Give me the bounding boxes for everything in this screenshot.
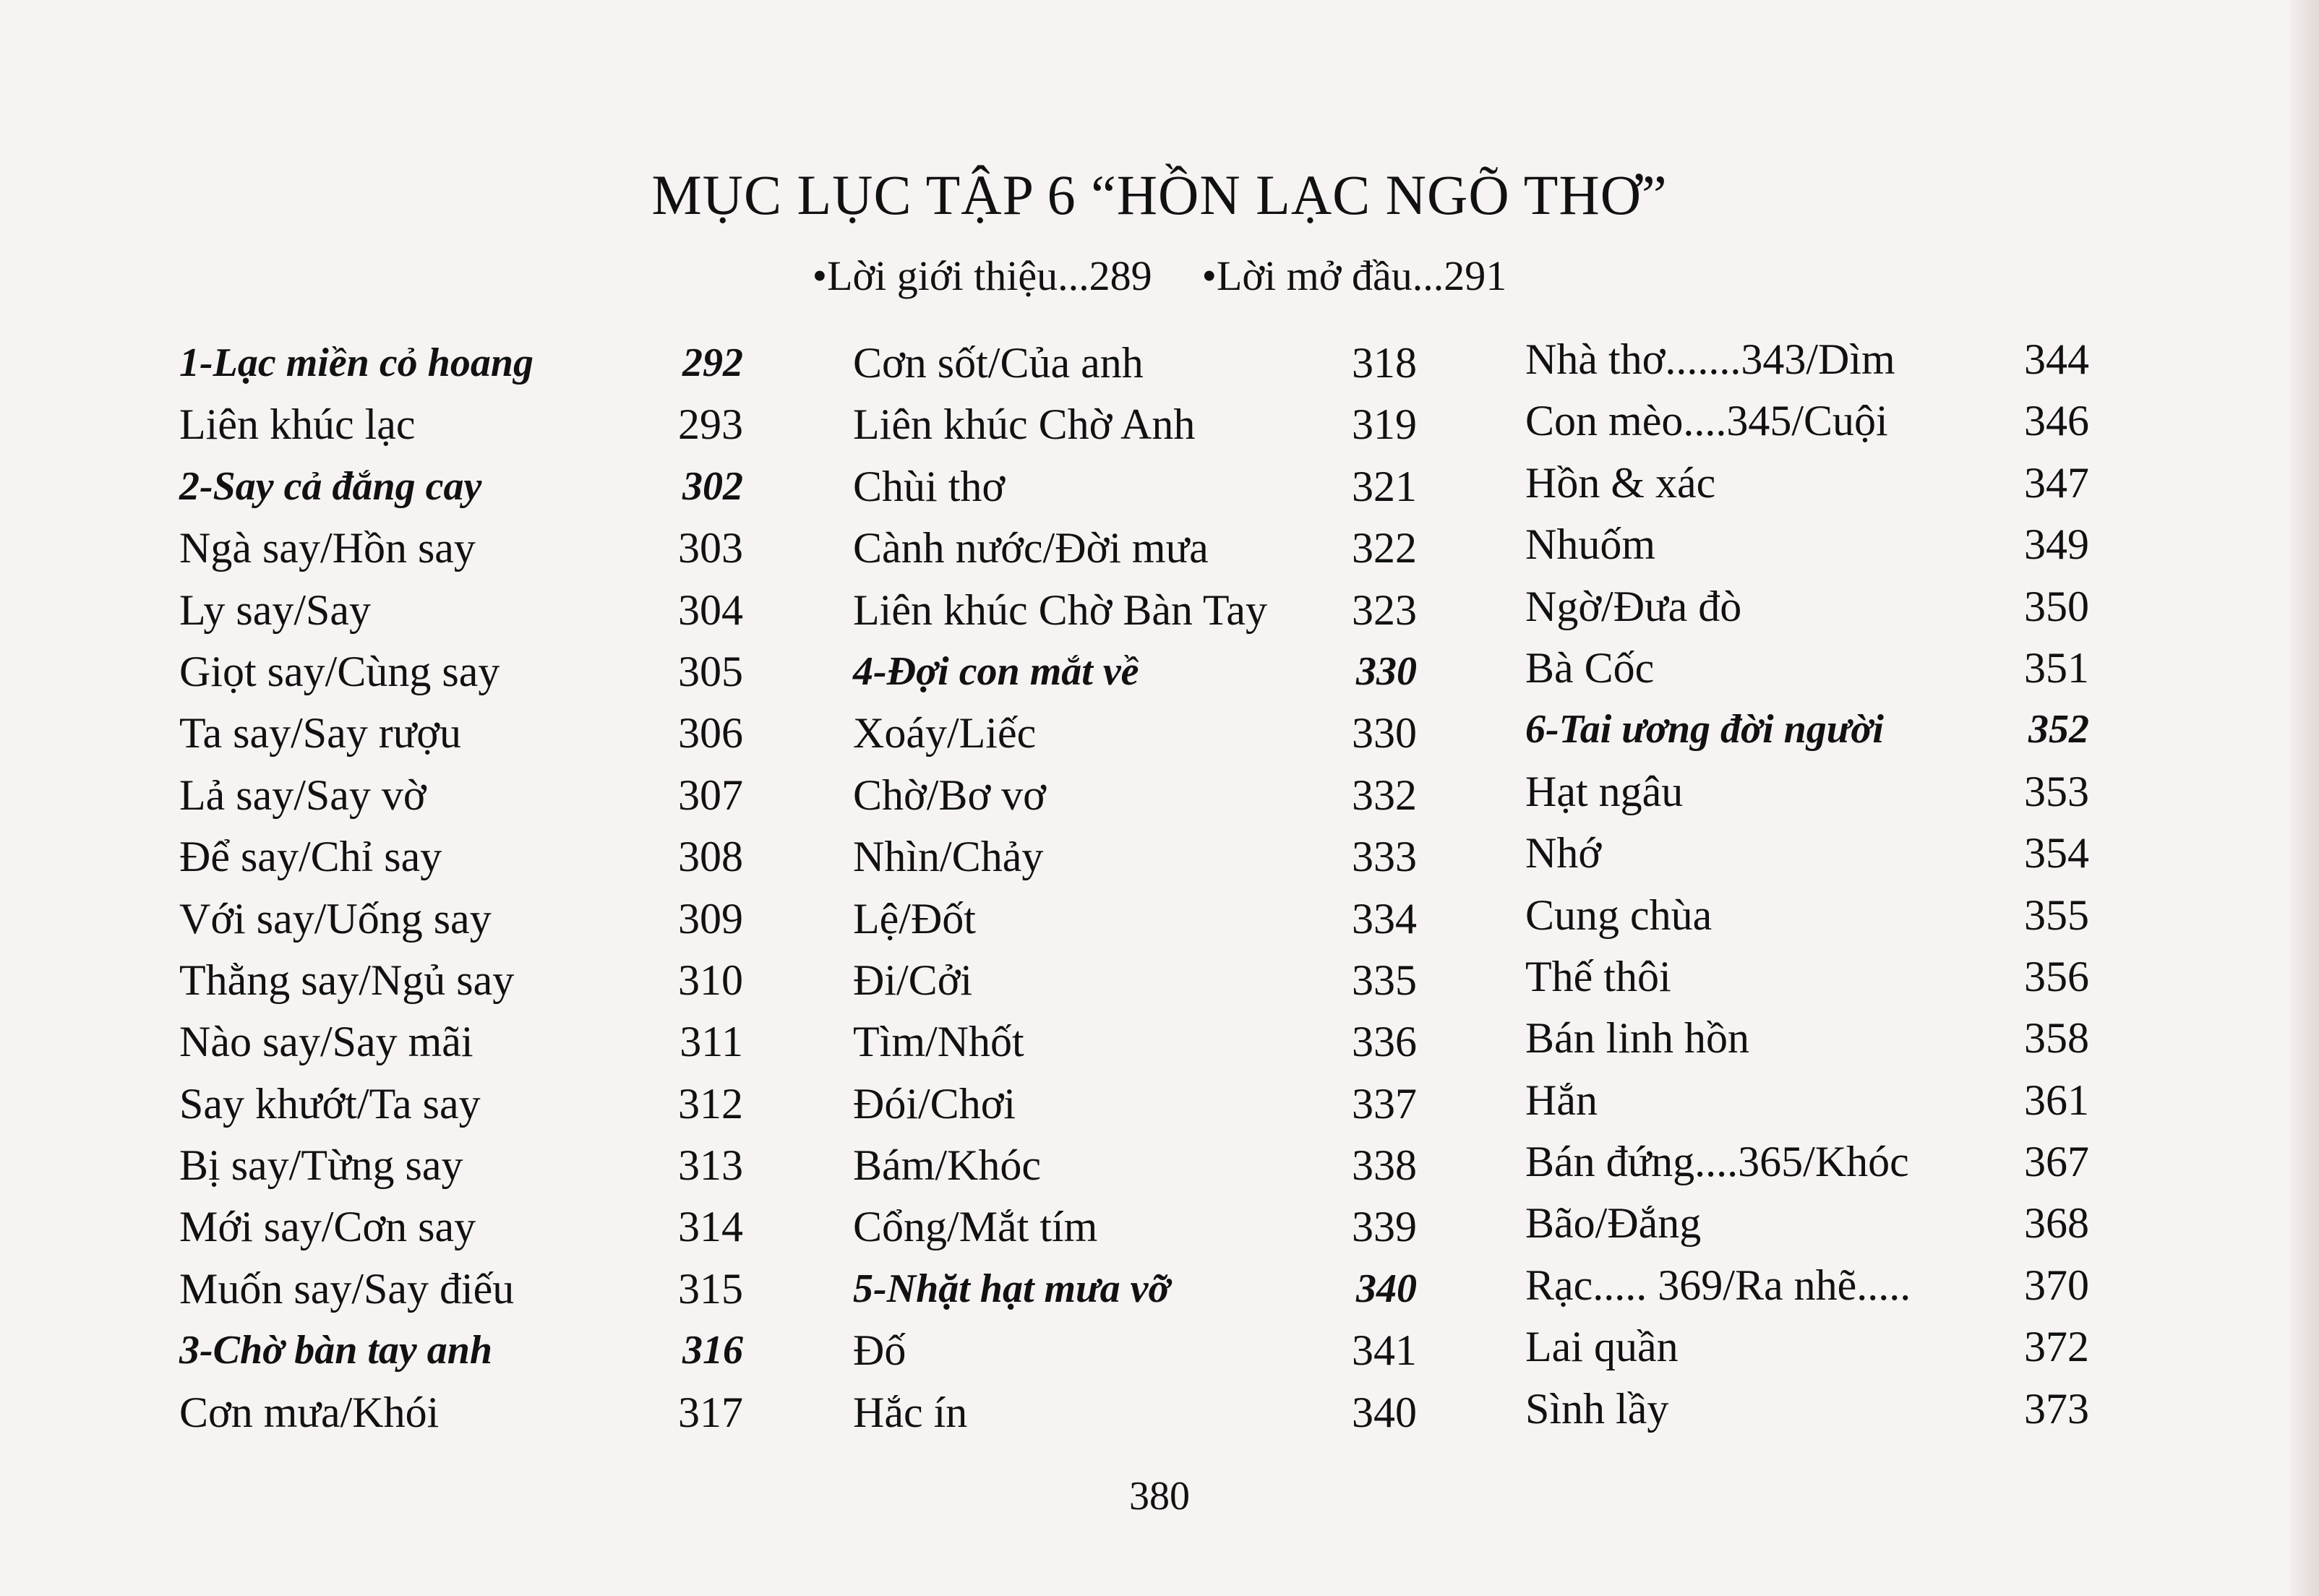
toc-entry-title: Đố xyxy=(853,1326,906,1375)
toc-entry-title: Sình lầy xyxy=(1525,1384,1669,1433)
toc-entry-title: 5-Nhặt hạt mưa vỡ xyxy=(853,1266,1170,1311)
toc-entry xyxy=(179,1258,743,1320)
toc-entry-title: Để say/Chỉ say xyxy=(179,833,442,881)
toc-entry-title: Với say/Uống say xyxy=(179,894,492,943)
toc-entry-title: Bán đứng....365/Khóc xyxy=(1525,1138,1909,1186)
toc-entry xyxy=(179,580,743,641)
toc-entry xyxy=(1525,390,2089,452)
toc-entry-title: Giọt say/Cùng say xyxy=(179,647,500,695)
toc-entry-title: Hạt ngâu xyxy=(1525,767,1684,815)
toc-entry xyxy=(1525,1378,2089,1440)
toc-section-heading xyxy=(179,456,743,518)
toc-entry xyxy=(1525,761,2089,823)
toc-entry-page: 339 xyxy=(1352,1203,1417,1251)
toc-section-heading xyxy=(853,1258,1417,1320)
toc-entry-title: Nào say/Say mãi xyxy=(179,1018,473,1066)
toc-entry-page: 356 xyxy=(2024,952,2089,1000)
toc-entry xyxy=(179,1135,743,1196)
toc-entry-page: 293 xyxy=(678,400,743,449)
toc-entry-title: Bị say/Từng say xyxy=(179,1141,463,1190)
toc-entry-title: 6-Tai ương đời người xyxy=(1525,707,1884,752)
toc-section-heading xyxy=(853,641,1417,703)
toc-entry xyxy=(1525,1070,2089,1131)
toc-entry-page: 321 xyxy=(1352,462,1417,510)
toc-entry xyxy=(1525,823,2089,884)
toc-entry xyxy=(853,1011,1417,1073)
toc-entry xyxy=(179,1073,743,1135)
toc-entry-title: Con mèo....345/Cuội xyxy=(1525,397,1888,445)
toc-entry-page: 336 xyxy=(1352,1018,1417,1066)
toc-entry-page: 319 xyxy=(1352,400,1417,449)
toc-entry xyxy=(853,1320,1417,1381)
toc-entry-page: 306 xyxy=(678,709,743,758)
toc-column-2 xyxy=(853,332,1417,1443)
toc-entry xyxy=(1525,329,2089,390)
toc-entry-title: Say khướt/Ta say xyxy=(179,1079,481,1128)
toc-entry xyxy=(1525,1316,2089,1378)
toc-entry-title: Bà Cốc xyxy=(1525,643,1655,692)
toc-entry xyxy=(1525,1131,2089,1193)
toc-entry-title: Lệ/Đốt xyxy=(853,894,976,943)
toc-entry-page: 302 xyxy=(682,463,743,509)
toc-entry-page: 338 xyxy=(1352,1141,1417,1190)
toc-entry-title: Đi/Cởi xyxy=(853,956,973,1004)
toc-entry-page: 367 xyxy=(2024,1138,2089,1186)
toc-entry-page: 352 xyxy=(2028,707,2089,752)
toc-entry-page: 312 xyxy=(678,1079,743,1128)
toc-entry-title: Nhà thơ.......343/Dìm xyxy=(1525,335,1895,383)
toc-entry-page: 303 xyxy=(678,524,743,572)
toc-entry-page: 330 xyxy=(1352,709,1417,758)
toc-entry-title: Ly say/Say xyxy=(179,585,371,634)
toc-entry xyxy=(1525,1008,2089,1069)
toc-entry-title: Cành nước/Đời mưa xyxy=(853,524,1209,572)
toc-entry xyxy=(853,580,1417,641)
toc-entry-page: 310 xyxy=(678,956,743,1004)
toc-entry-page: 361 xyxy=(2024,1076,2089,1124)
toc-entry-page: 314 xyxy=(678,1203,743,1251)
preface-entry: •Lời mở đầu...291 xyxy=(1201,252,1507,299)
toc-entry-page: 309 xyxy=(678,894,743,943)
toc-entry-title: Chùi thơ xyxy=(853,462,1006,510)
toc-entry xyxy=(179,888,743,950)
toc-entry-page: 335 xyxy=(1352,956,1417,1004)
toc-entry-title: Chờ/Bơ vơ xyxy=(853,771,1046,819)
toc-entry-page: 305 xyxy=(678,647,743,695)
toc-entry-title: 4-Đợi con mắt về xyxy=(853,648,1139,694)
toc-section-heading xyxy=(179,332,743,394)
toc-entry-title: Thế thôi xyxy=(1525,952,1671,1000)
toc-section-heading xyxy=(1525,699,2089,760)
toc-entry-title: Liên khúc Chờ Bàn Tay xyxy=(853,585,1267,634)
toc-entry-page: 340 xyxy=(1356,1266,1417,1311)
toc-entry-title: Liên khúc Chờ Anh xyxy=(853,400,1196,449)
toc-entry xyxy=(179,1196,743,1258)
toc-entry-page: 349 xyxy=(2024,520,2089,569)
toc-entry-page: 292 xyxy=(682,340,743,385)
toc-entry-title: Mới say/Cơn say xyxy=(179,1203,476,1251)
toc-entry-page: 304 xyxy=(678,585,743,634)
toc-entry-title: Rạc..... 369/Ra nhẽ..... xyxy=(1525,1261,1911,1309)
toc-entry-page: 330 xyxy=(1356,648,1417,694)
toc-entry-page: 353 xyxy=(2024,767,2089,815)
toc-entry xyxy=(853,518,1417,579)
toc-entry xyxy=(853,1135,1417,1196)
toc-entry-page: 313 xyxy=(678,1141,743,1190)
toc-entry-page: 346 xyxy=(2024,397,2089,445)
toc-entry-page: 315 xyxy=(678,1264,743,1313)
toc-entry-title: Đói/Chơi xyxy=(853,1079,1016,1128)
toc-entry-title: Cổng/Mắt tím xyxy=(853,1203,1098,1251)
toc-entry-page: 316 xyxy=(682,1328,743,1373)
toc-entry-page: 318 xyxy=(1352,339,1417,387)
toc-entry xyxy=(853,950,1417,1011)
toc-entry-title: Lai quần xyxy=(1525,1323,1679,1371)
toc-entry xyxy=(853,1196,1417,1258)
page-edge xyxy=(2290,0,2319,1596)
toc-entry-title: Nhớ xyxy=(1525,829,1602,878)
toc-entry-page: 354 xyxy=(2024,829,2089,878)
toc-entry xyxy=(179,394,743,455)
toc-entry xyxy=(853,332,1417,394)
toc-entry-title: 3-Chờ bàn tay anh xyxy=(179,1328,493,1373)
toc-entry-title: Nhìn/Chảy xyxy=(853,833,1044,881)
toc-entry-title: Xoáy/Liếc xyxy=(853,709,1037,758)
toc-entry-page: 372 xyxy=(2024,1323,2089,1371)
toc-entry-page: 347 xyxy=(2024,458,2089,507)
toc-entry xyxy=(179,703,743,764)
toc-entry-title: Lả say/Say vờ xyxy=(179,771,426,819)
toc-entry xyxy=(853,1382,1417,1443)
toc-entry-page: 344 xyxy=(2024,335,2089,383)
toc-entry-title: Nhuốm xyxy=(1525,520,1655,569)
toc-entry-page: 370 xyxy=(2024,1261,2089,1309)
toc-entry-title: Bám/Khóc xyxy=(853,1141,1041,1190)
toc-entry xyxy=(179,641,743,703)
toc-entry-page: 323 xyxy=(1352,585,1417,634)
toc-entry-page: 355 xyxy=(2024,891,2089,939)
toc-entry xyxy=(179,1011,743,1073)
toc-entry xyxy=(1525,1255,2089,1316)
toc-entry-title: 1-Lạc miền cỏ hoang xyxy=(179,340,533,385)
toc-entry-page: 333 xyxy=(1352,833,1417,881)
toc-column-1 xyxy=(179,332,743,1443)
toc-entry-page: 311 xyxy=(680,1018,743,1066)
toc-entry xyxy=(853,888,1417,950)
toc-entry-page: 373 xyxy=(2024,1384,2089,1433)
toc-entry-page: 308 xyxy=(678,833,743,881)
toc-entry-page: 358 xyxy=(2024,1014,2089,1063)
toc-entry xyxy=(853,456,1417,518)
toc-entry-page: 368 xyxy=(2024,1199,2089,1248)
toc-entry-page: 341 xyxy=(1352,1326,1417,1375)
toc-entry-page: 317 xyxy=(678,1388,743,1436)
toc-entry xyxy=(853,765,1417,826)
page-title: MỤC LỤC TẬP 6 “HỒN LẠC NGÕ THƠ” xyxy=(651,163,1668,226)
toc-entry-title: 2-Say cả đắng cay xyxy=(179,463,482,509)
toc-entry xyxy=(853,1073,1417,1135)
toc-entry-title: Cơn mưa/Khói xyxy=(179,1388,440,1436)
toc-entry-page: 340 xyxy=(1352,1388,1417,1436)
toc-entry xyxy=(1525,638,2089,699)
toc-entry-page: 307 xyxy=(678,771,743,819)
toc-entry xyxy=(179,950,743,1011)
toc-entry xyxy=(1525,452,2089,514)
toc-entry xyxy=(179,765,743,826)
toc-entry xyxy=(1525,885,2089,946)
toc-entry xyxy=(179,518,743,579)
toc-entry-title: Thằng say/Ngủ say xyxy=(179,956,515,1004)
toc-entry-title: Bão/Đắng xyxy=(1525,1199,1702,1248)
toc-entry-title: Cung chùa xyxy=(1525,891,1713,939)
toc-entry-title: Hồn & xác xyxy=(1525,458,1716,507)
toc-entry-page: 322 xyxy=(1352,524,1417,572)
toc-entry xyxy=(179,1382,743,1443)
toc-entry xyxy=(1525,576,2089,638)
toc-entry-title: Liên khúc lạc xyxy=(179,400,416,449)
toc-entry-title: Hắc ín xyxy=(853,1388,968,1436)
toc-entry-title: Ngờ/Đưa đò xyxy=(1525,582,1742,630)
toc-entry-title: Ta say/Say rượu xyxy=(179,709,461,758)
toc-entry-title: Tìm/Nhốt xyxy=(853,1018,1024,1066)
toc-entry xyxy=(1525,1193,2089,1254)
toc-entry-page: 334 xyxy=(1352,894,1417,943)
toc-entry-page: 350 xyxy=(2024,582,2089,630)
toc-entry xyxy=(1525,946,2089,1008)
toc-entry-title: Hắn xyxy=(1525,1076,1598,1124)
toc-entry-title: Cơn sốt/Của anh xyxy=(853,339,1144,387)
toc-entry-title: Muốn say/Say điếu xyxy=(179,1264,515,1313)
toc-entry-page: 351 xyxy=(2024,643,2089,692)
toc-entry xyxy=(853,394,1417,455)
toc-entry xyxy=(179,826,743,888)
toc-entry-page: 337 xyxy=(1352,1079,1417,1128)
front-matter-line xyxy=(0,252,2319,300)
toc-entry xyxy=(1525,514,2089,575)
toc-entry-title: Bán linh hồn xyxy=(1525,1014,1749,1063)
toc-column-3 xyxy=(1525,329,2089,1440)
intro-entry: •Lời giới thiệu...289 xyxy=(812,252,1152,299)
toc-entry xyxy=(853,703,1417,764)
page-number: 380 xyxy=(1129,1474,1190,1519)
toc-section-heading xyxy=(179,1320,743,1381)
toc-entry-title: Ngà say/Hồn say xyxy=(179,524,476,572)
toc-entry-page: 332 xyxy=(1352,771,1417,819)
toc-entry xyxy=(853,826,1417,888)
